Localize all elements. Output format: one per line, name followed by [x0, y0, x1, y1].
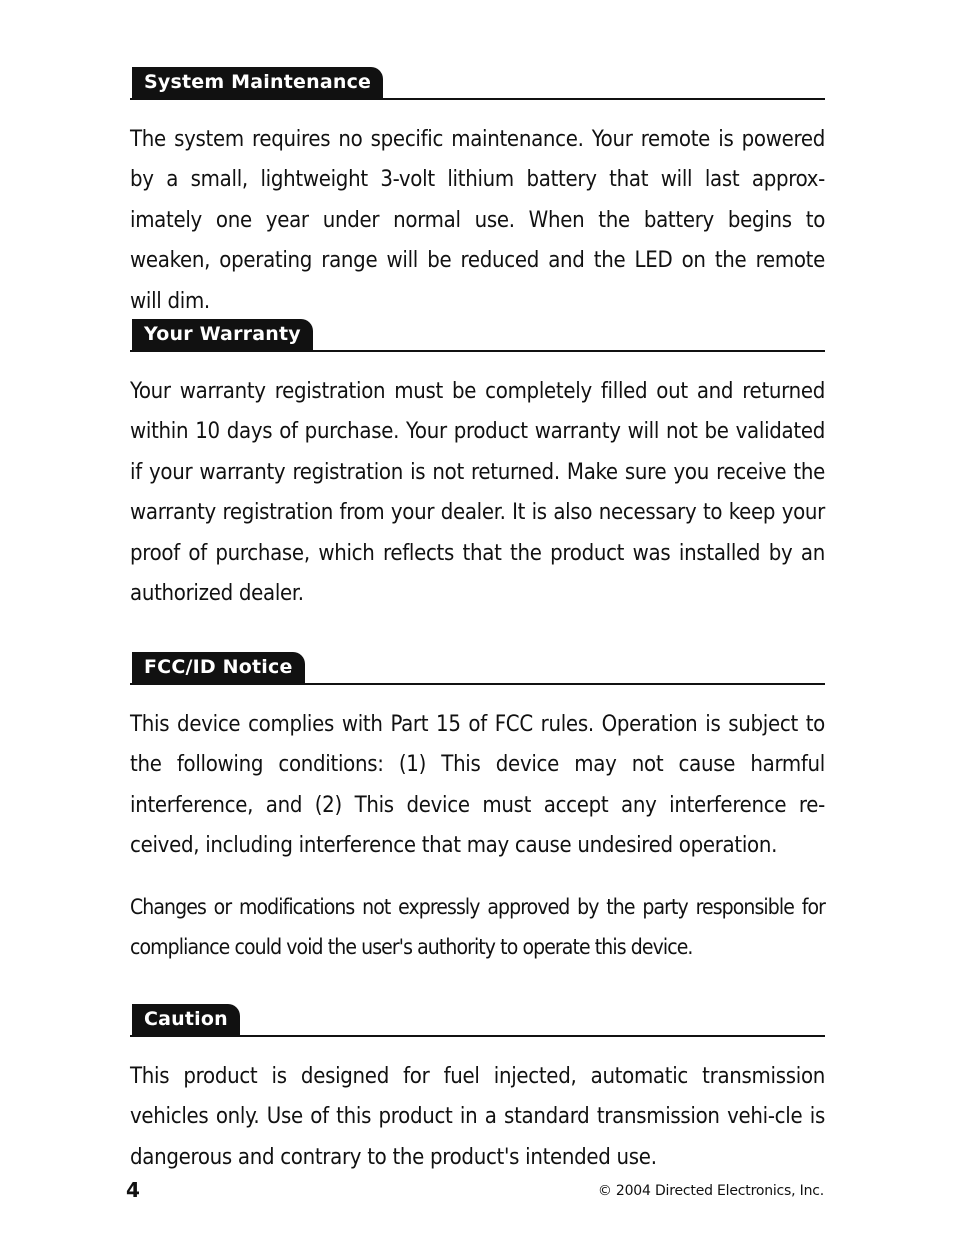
section-paragraph: The system requires no specific maintenance. Your remote is powered by a small, lightweight 3-volt lithium battery that will last approx-imately one year under normal use. When the battery begins to weaken, operating range will be reduced and the LED on the remote will dim.	[130, 127, 825, 314]
section-heading: Caution	[132, 1004, 240, 1035]
section-caution	[130, 1003, 825, 1178]
section-heading-bar	[130, 66, 825, 100]
section-your-warranty	[130, 318, 825, 614]
section-paragraph: Changes or modifications not expressly approved by the party responsible for compliance could void the user's authority to operate this device.	[130, 894, 825, 960]
section-heading: FCC/ID Notice	[132, 652, 305, 683]
section-paragraph: This product is designed for fuel injected, automatic transmission vehicles only. Use of this product in a standard transmission vehi-cle is dangerous and contrary to the product's intended use.	[130, 1064, 825, 1170]
section-fcc-id-notice	[130, 651, 825, 967]
section-system-maintenance	[130, 66, 825, 322]
copyright-notice: © 2004 Directed Electronics, Inc.	[597, 1183, 824, 1199]
manual-page	[130, 0, 825, 1235]
page-number: 4	[126, 1178, 140, 1202]
section-heading: Your Warranty	[132, 319, 313, 350]
section-paragraph: This device complies with Part 15 of FCC rules. Operation is subject to the following conditions: (1) This device may not cause harmful interference, and (2) This device must accept any interference re-ceived, including interference that may cause undesired operation.	[130, 712, 825, 859]
section-heading-bar	[130, 651, 825, 685]
section-heading-bar	[130, 1003, 825, 1037]
section-heading: System Maintenance	[132, 67, 383, 98]
section-heading-bar	[130, 318, 825, 352]
section-paragraph: Your warranty registration must be completely filled out and returned within 10 days of purchase. Your product warranty will not be validated if your warranty registration is not returned. Make sure you receive the warranty registration from your dealer. It is also necessary to keep your proof of purchase, which reflects that the product was installed by an authorized dealer.	[130, 379, 825, 607]
